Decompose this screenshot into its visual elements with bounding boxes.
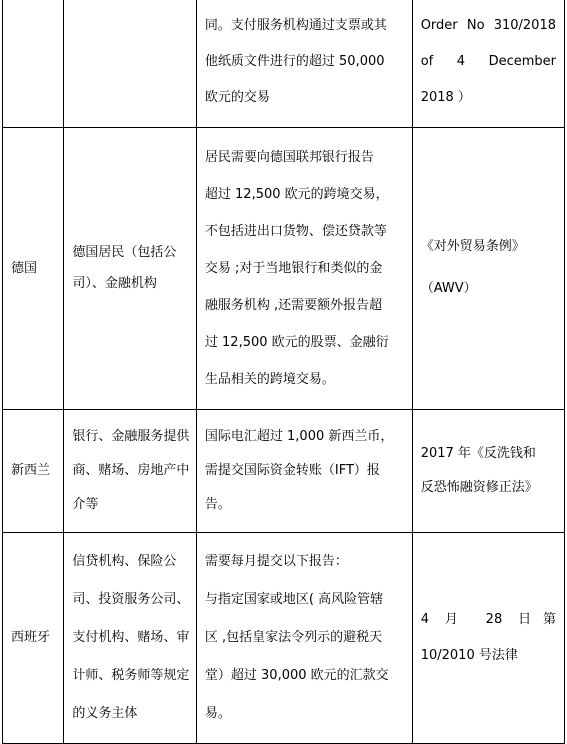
table-row (3, 532, 565, 743)
law-cell (412, 532, 564, 743)
regulation-table (2, 0, 565, 744)
requirement-line: 融服务机构 ,还需要额外报告超 (204, 297, 383, 313)
country-cell (3, 0, 64, 127)
requirement-cell (196, 409, 412, 532)
country-cell: 西班牙 (3, 532, 64, 743)
requirement-line: 区 ,包括皇家法令列示的避税天 (204, 629, 383, 645)
subject-line: 司、投资服务公司、 (72, 591, 190, 607)
requirement-line: 易。 (204, 705, 231, 721)
subject-line: 德国居民（包括公 (72, 245, 177, 260)
law-line: Order No 310/2018 (420, 18, 556, 33)
law-line: 4 月 28 日第 (420, 611, 556, 627)
law-cell (412, 0, 564, 127)
subject-line: 的义务主体 (72, 705, 138, 721)
subject-line: 计师、税务师等规定 (72, 667, 190, 683)
requirement-line: 欧元的交易 (204, 90, 270, 105)
requirement-line: 与指定国家或地区( 高风险管辖 (204, 591, 384, 607)
subject-cell (64, 127, 197, 409)
requirement-line: 国际电汇超过 1,000 新西兰币， (204, 428, 394, 444)
law-line: 《对外贸易条例》 (420, 239, 525, 254)
law-line: of 4 December (420, 54, 556, 69)
subject-cell (64, 0, 197, 127)
requirement-line: 同。支付服务机构通过支票或其 (204, 18, 387, 33)
law-line: 10/2010 号法律 (420, 647, 518, 663)
law-line: 2018 ） (420, 90, 471, 105)
table-row (3, 0, 565, 127)
subject-cell (64, 409, 197, 532)
subject-line: 介等 (72, 496, 99, 512)
requirement-line: 他纸质文件进行的超过 50,000 (204, 54, 385, 69)
subject-line: 商、赌场、房地产中 (72, 462, 190, 478)
subject-line: 司）、金融机构 (72, 276, 157, 291)
requirement-cell (196, 532, 412, 743)
subject-cell (64, 532, 197, 743)
requirement-line: 告。 (204, 496, 231, 512)
requirement-line: 生品相关的跨境交易。 (204, 371, 335, 387)
country-cell: 德国 (3, 127, 64, 409)
requirement-line: 需要每月提交以下报告： (204, 553, 348, 569)
subject-line: 银行、金融服务提供 (72, 428, 190, 444)
requirement-line: 超过 12,500 欧元的跨境交易， (204, 186, 389, 202)
law-line: 2017 年《反洗钱和 (420, 445, 536, 461)
subject-line: 支付机构、赌场、审 (72, 629, 190, 645)
law-cell (412, 409, 564, 532)
requirement-line: 交易 ;对于当地银行和类似的金 (204, 260, 383, 276)
requirement-cell (196, 127, 412, 409)
subject-line: 信贷机构、保险公 (72, 553, 177, 569)
country-cell: 新西兰 (3, 409, 64, 532)
requirement-line: 居民需要向德国联邦银行报告 (204, 149, 374, 165)
law-cell (412, 127, 564, 409)
requirement-cell (196, 0, 412, 127)
requirement-line: 堂）超过 30,000 欧元的汇款交 (204, 667, 389, 683)
requirement-line: 需提交国际资金转账（IFT）报 (204, 462, 380, 478)
law-line: （AWV） (420, 281, 477, 296)
requirement-line: 过 12,500 欧元的股票、金融衍 (204, 334, 389, 350)
table-row (3, 409, 565, 532)
requirement-line: 不包括进出口货物、偿还贷款等 (204, 223, 387, 239)
table-row (3, 127, 565, 409)
law-line: 反恐怖融资修正法》 (420, 479, 538, 495)
